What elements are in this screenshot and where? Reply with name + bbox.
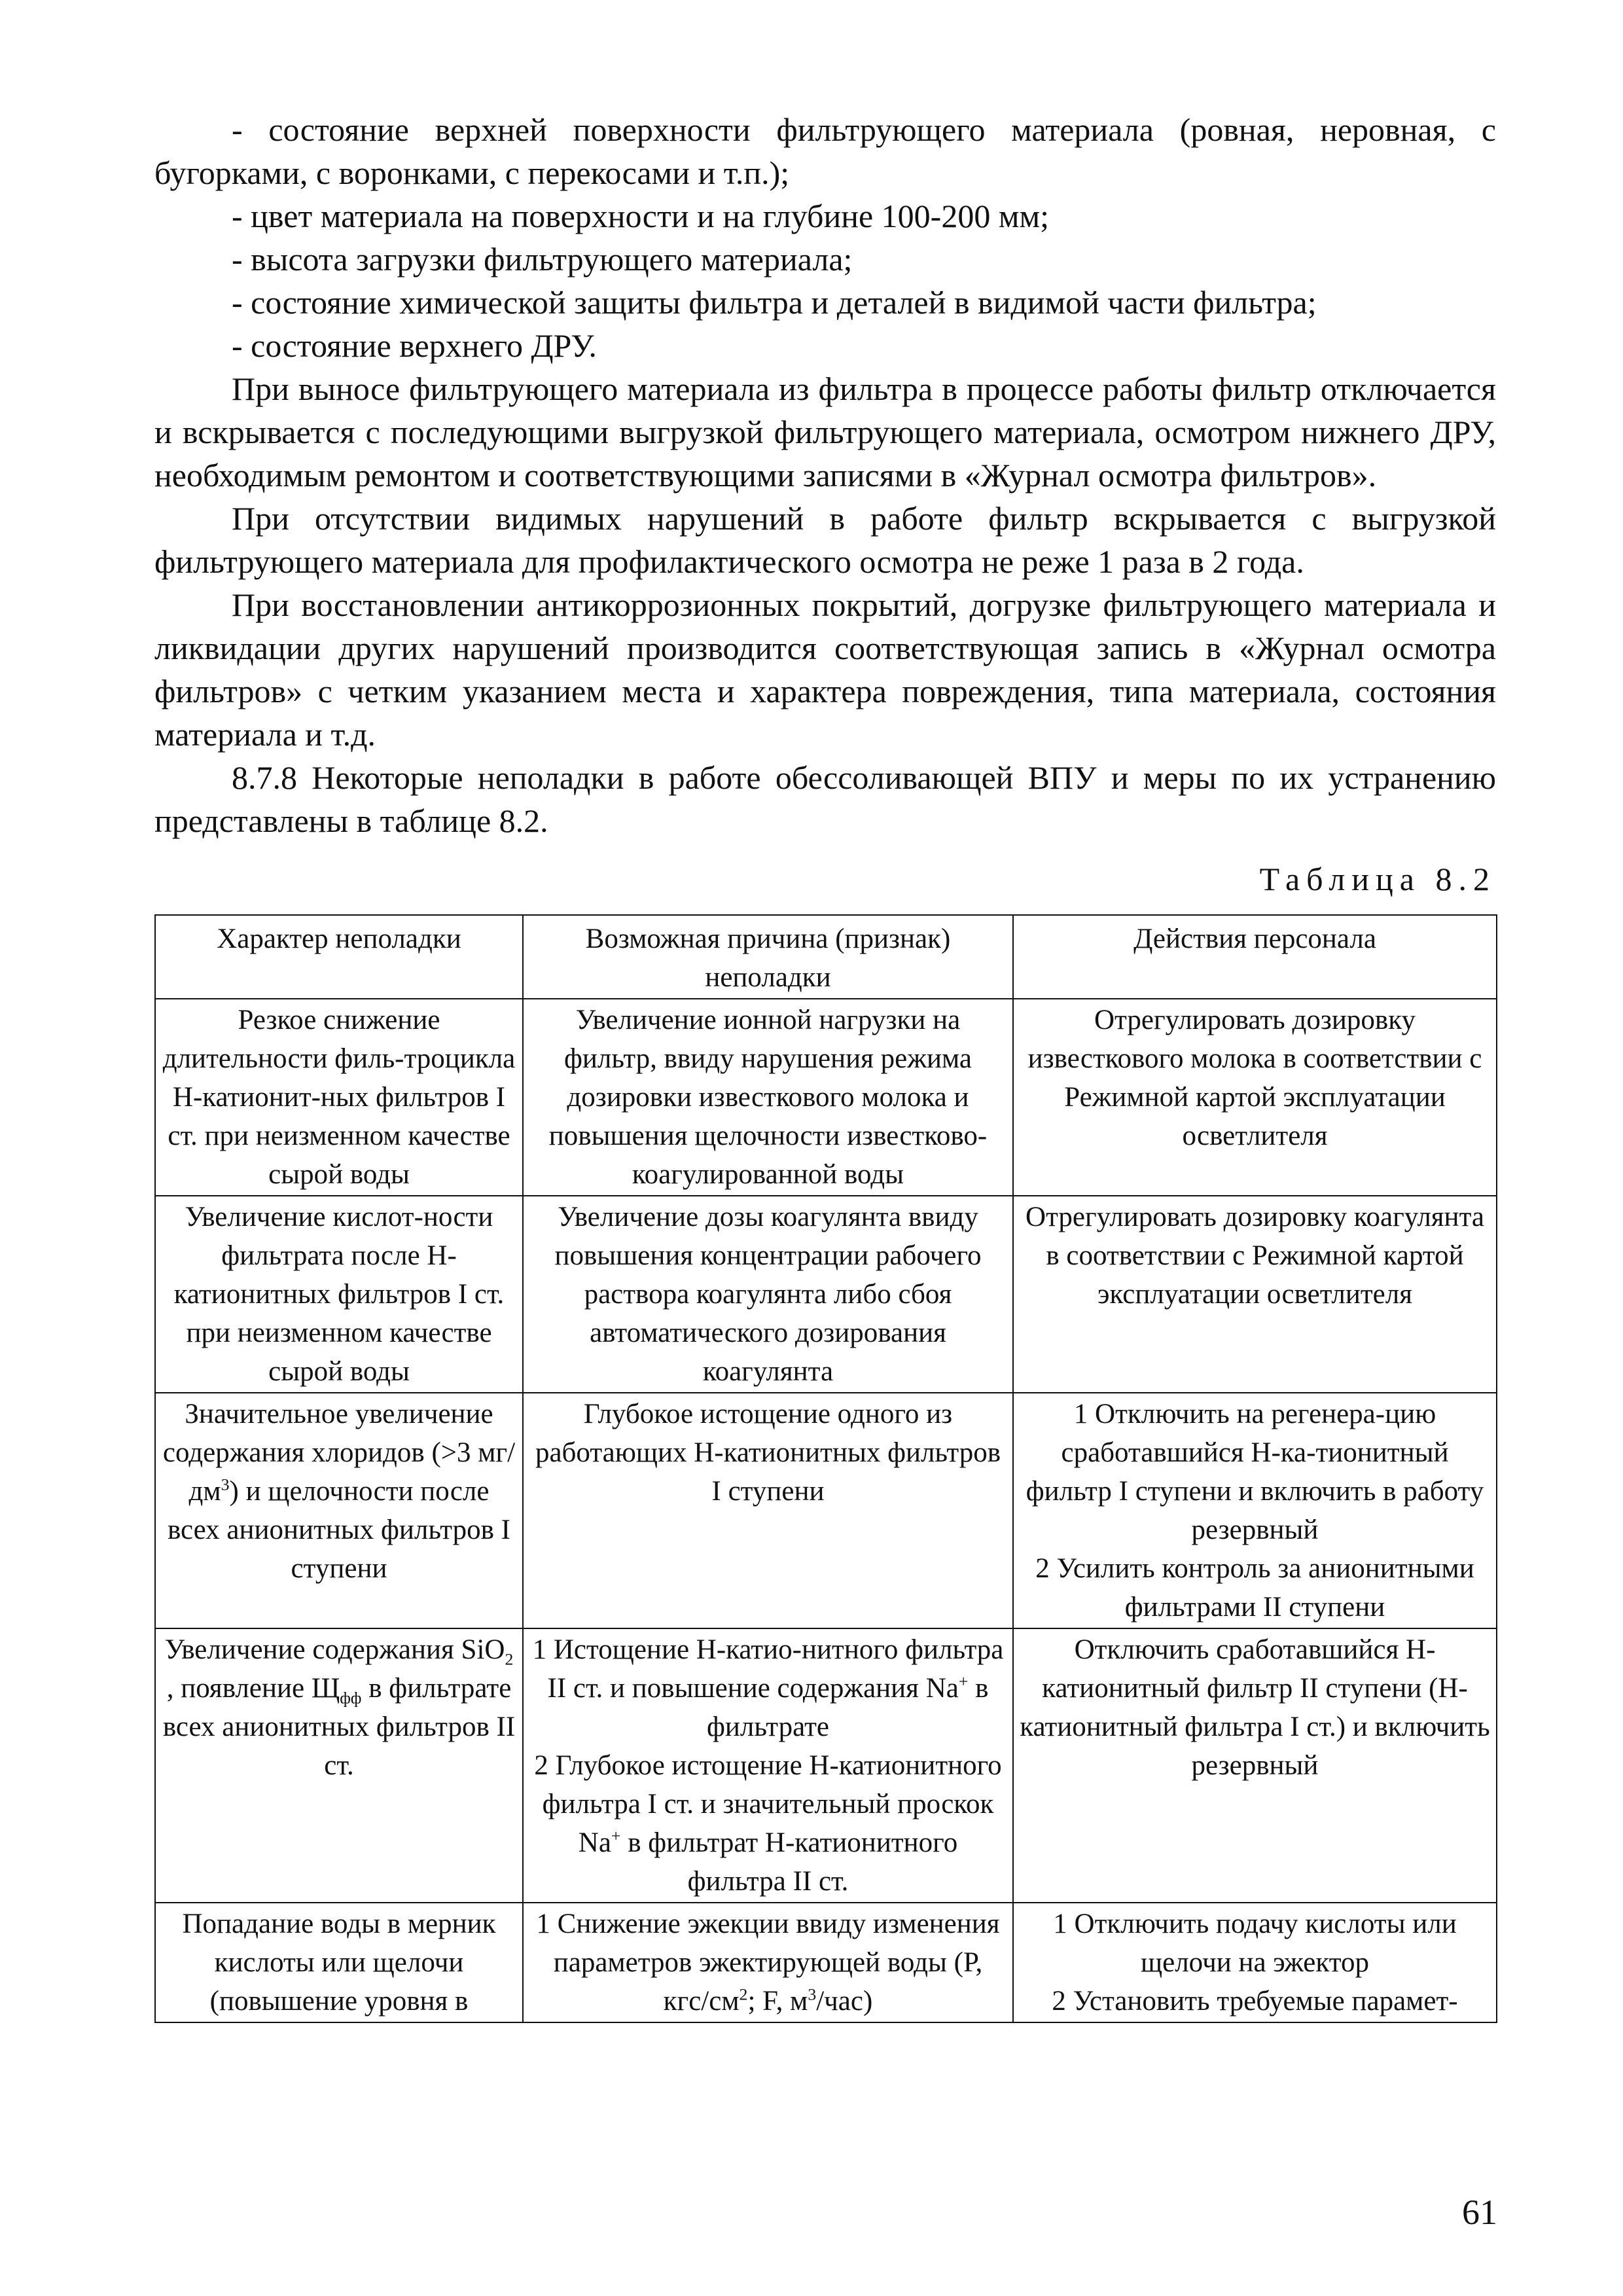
paragraph: 8.7.8 Некоторые неполадки в работе обессоливающей ВПУ и меры по их устранению представлены в таблице 8.2. (154, 759, 1496, 839)
action-step: 1 Отключить на регенера-цию сработавшийся Н-ка-тионитный фильтр I ступени и включить в работу резервный (1026, 1399, 1484, 1545)
action-step: 2 Установить требуемые парамет- (1052, 1986, 1458, 2017)
problem-cell (155, 1393, 523, 1628)
action-cell (1013, 1903, 1497, 2022)
action-step: 1 Отключить подачу кислоты или щелочи на эжектор (1053, 1909, 1457, 1978)
cause-step (527, 1630, 1008, 1746)
inspection-checklist (154, 108, 1496, 367)
superscript: 2 (739, 1984, 748, 2004)
cell-text: 1 Снижение эжекции ввиду изменения параметров эжектирующей воды (Р, кгс/см (536, 1909, 1000, 2017)
action-cell (1013, 1393, 1497, 1628)
list-item: - состояние верхней поверхности фильтрующего материала (ровная, неровная, с бугорками, с воронками, с перекосами и т.п.); (154, 111, 1496, 191)
cause-step (527, 1746, 1008, 1901)
table-row (155, 1628, 1497, 1903)
table-row (155, 1903, 1497, 2022)
cell-text: Увеличение содержания SiO (164, 1634, 505, 1665)
cell-text: 1 Истощение Н-катио-нитного фильтра II ст. и повышение содержания Na (532, 1634, 1004, 1704)
superscript: 3 (221, 1475, 230, 1494)
superscript: + (611, 1826, 621, 1846)
action-cell: Отрегулировать дозировку коагулянта в соответствии с Режимной картой эксплуатации осветлителя (1013, 1196, 1497, 1393)
superscript: 3 (808, 1984, 817, 2004)
cell-text: ; F, м (747, 1986, 808, 2017)
cell-text: Значительное увеличение содержания хлоридов (>3 мг/дм (162, 1399, 516, 1507)
list-item: - высота загрузки фильтрующего материала; (232, 241, 853, 278)
cell-text: в фильтрате (707, 1673, 989, 1742)
cause-cell: Увеличение ионной нагрузки на фильтр, ввиду нарушения режима дозировки известкового молока и повышения щелочности известково-коагулированной воды (523, 999, 1013, 1196)
subscript: фф (340, 1688, 362, 1708)
cause-cell: Увеличение дозы коагулянта ввиду повышения концентрации рабочего раствора коагулянта либо сбоя автоматического дозирования коагулянта (523, 1196, 1013, 1393)
table-row (155, 1196, 1497, 1393)
column-header: Возможная причина (признак) неполадки (523, 915, 1013, 999)
action-step: 2 Усилить контроль за анионитными фильтрами II ступени (1035, 1553, 1474, 1623)
column-header: Действия персонала (1013, 915, 1497, 999)
cause-cell (523, 1903, 1013, 2022)
paragraph: При выносе фильтрующего материала из фильтра в процессе работы фильтр отключается и вскрывается с последующими выгрузкой фильтрующего материала, осмотром нижнего ДРУ, необходимым ремонтом и соответствующими записями в «Журнал осмотра фильтров». (154, 370, 1496, 493)
cell-text: 2 Глубокое истощение Н-катионитного фильтра I ст. и значительный проскок Na (534, 1750, 1002, 1858)
action-cell: Отключить сработавшийся Н-катионитный фильтр II ступени (Н-катионитный фильтра I ст.) и включить резервный (1013, 1628, 1497, 1903)
table-row (155, 999, 1497, 1196)
table-header-row (155, 915, 1497, 999)
cell-text: в фильтрате всех анионитных фильтров II ст. (162, 1673, 516, 1781)
cell-text: /час) (816, 1986, 873, 2017)
problem-cell: Увеличение кислот-ности фильтрата после Н-катионитных фильтров I ст. при неизменном качестве сырой воды (155, 1196, 523, 1393)
problem-cell (155, 1628, 523, 1903)
paragraph: При восстановлении антикоррозионных покрытий, догрузке фильтрующего материала и ликвидации других нарушений производится соответствующая запись в «Журнал осмотра фильтров» с четким указанием места и характера повреждения, типа материала, состояния материала и т.д. (154, 586, 1496, 753)
troubleshooting-table (154, 914, 1497, 2023)
list-item: - цвет материала на поверхности и на глубине 100-200 мм; (232, 198, 1049, 234)
cell-text: , появление Щ (166, 1673, 340, 1704)
problem-cell: Попадание воды в мерник кислоты или щелочи (повышение уровня в (155, 1903, 523, 2022)
cell-text: в фильтрат Н-катионитного фильтра II ст. (620, 1827, 958, 1897)
superscript: + (958, 1672, 969, 1691)
cause-cell (523, 1628, 1013, 1903)
cause-cell: Глубокое истощение одного из работающих Н-катионитных фильтров I ступени (523, 1393, 1013, 1628)
subscript: 2 (505, 1649, 514, 1669)
problem-cell: Резкое снижение длительности филь-троцикла Н-катионит-ных фильтров I ст. при неизменном качестве сырой воды (155, 999, 523, 1196)
page-content (154, 108, 1496, 2023)
paragraph: При отсутствии видимых нарушений в работе фильтр вскрывается с выгрузкой фильтрующего материала для профилактического осмотра не реже 1 раза в 2 года. (154, 500, 1496, 580)
table-caption: Таблица 8.2 (1259, 861, 1496, 897)
page-number: 61 (1462, 2193, 1497, 2232)
action-cell: Отрегулировать дозировку известкового молока в соответствии с Режимной картой эксплуатации осветлителя (1013, 999, 1497, 1196)
list-item: - состояние химической защиты фильтра и деталей в видимой части фильтра; (232, 284, 1317, 321)
table-row (155, 1393, 1497, 1628)
column-header: Характер неполадки (155, 915, 523, 999)
list-item: - состояние верхнего ДРУ. (232, 327, 597, 364)
cell-text: ) и щелочности после всех анионитных фильтров I ступени (168, 1476, 510, 1584)
